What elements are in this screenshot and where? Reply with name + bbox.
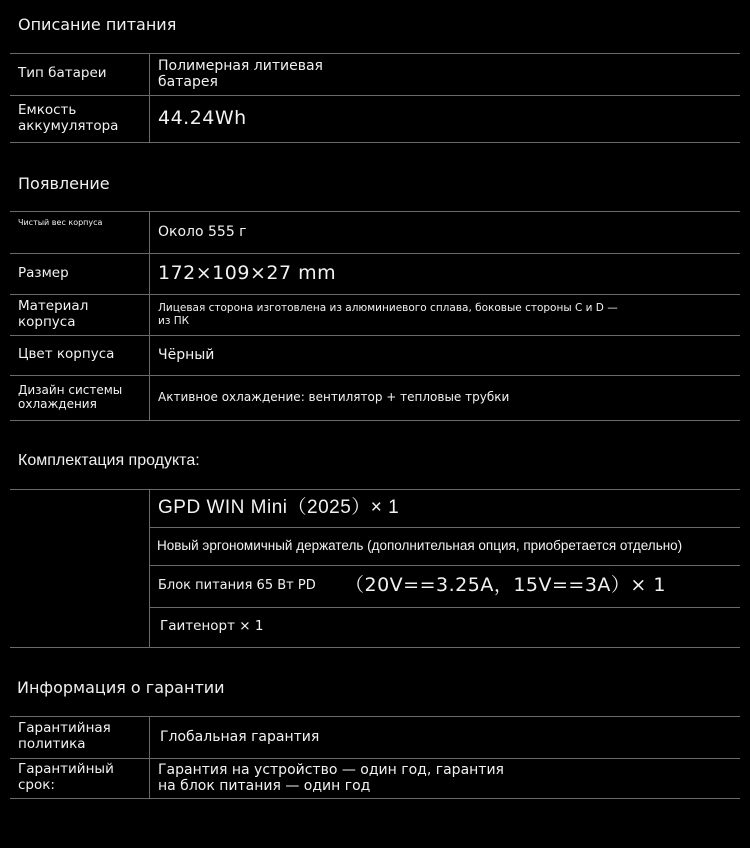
label-body-material: Материал корпуса bbox=[18, 297, 89, 330]
label-warranty-period: Гарантийный срок: bbox=[18, 761, 114, 793]
value-warranty-policy: Глобальная гарантия bbox=[160, 728, 320, 745]
divider bbox=[10, 798, 740, 799]
label-cooling-design: Дизайн системы охлаждения bbox=[18, 382, 123, 411]
package-item-device: GPD WIN Mini（2025）× 1 bbox=[158, 497, 400, 519]
divider bbox=[10, 647, 740, 648]
section-title-power: Описание питания bbox=[18, 15, 177, 34]
value-cooling-design: Активное охлаждение: вентилятор + тепловые трубки bbox=[158, 389, 510, 404]
column-divider bbox=[149, 211, 150, 420]
value-body-color: Чёрный bbox=[158, 346, 215, 363]
label-net-weight: Чистый вес корпуса bbox=[18, 218, 103, 227]
label-body-color: Цвет корпуса bbox=[18, 346, 115, 363]
value-warranty-period: Гарантия на устройство — один год, гарантия на блок питания — один год bbox=[158, 761, 504, 794]
value-net-weight: Около 555 г bbox=[158, 223, 247, 240]
label-battery-type: Тип батареи bbox=[18, 65, 107, 82]
divider bbox=[10, 420, 740, 421]
label-size: Размер bbox=[18, 264, 69, 281]
section-title-appearance: Появление bbox=[18, 174, 110, 193]
column-divider bbox=[149, 53, 150, 142]
package-item-extra: Гаитенорт × 1 bbox=[160, 618, 264, 635]
label-battery-capacity: Емкость аккумулятора bbox=[18, 101, 119, 134]
value-battery-type: Полимерная литиевая батарея bbox=[158, 57, 323, 90]
value-body-material: Лицевая сторона изготовлена из алюминиевого сплава, боковые стороны C и D — из ПК bbox=[158, 302, 618, 327]
divider bbox=[10, 142, 740, 143]
section-title-warranty: Информация о гарантии bbox=[17, 678, 225, 697]
section-title-package: Комплектация продукта: bbox=[18, 452, 200, 469]
value-size: 172×109×27 mm bbox=[158, 261, 337, 284]
value-battery-capacity: 44.24Wh bbox=[158, 106, 247, 129]
package-item-holder: Новый эргономичный держатель (дополнительная опция, приобретается отдельно) bbox=[157, 538, 683, 554]
label-warranty-policy: Гарантийная политика bbox=[18, 720, 111, 752]
column-divider bbox=[149, 489, 150, 647]
package-item-charger: Блок питания 65 Вт PD bbox=[158, 577, 316, 593]
package-item-charger-spec: （20V==3.25A，15V==3A）× 1 bbox=[345, 574, 666, 597]
column-divider bbox=[149, 716, 150, 798]
